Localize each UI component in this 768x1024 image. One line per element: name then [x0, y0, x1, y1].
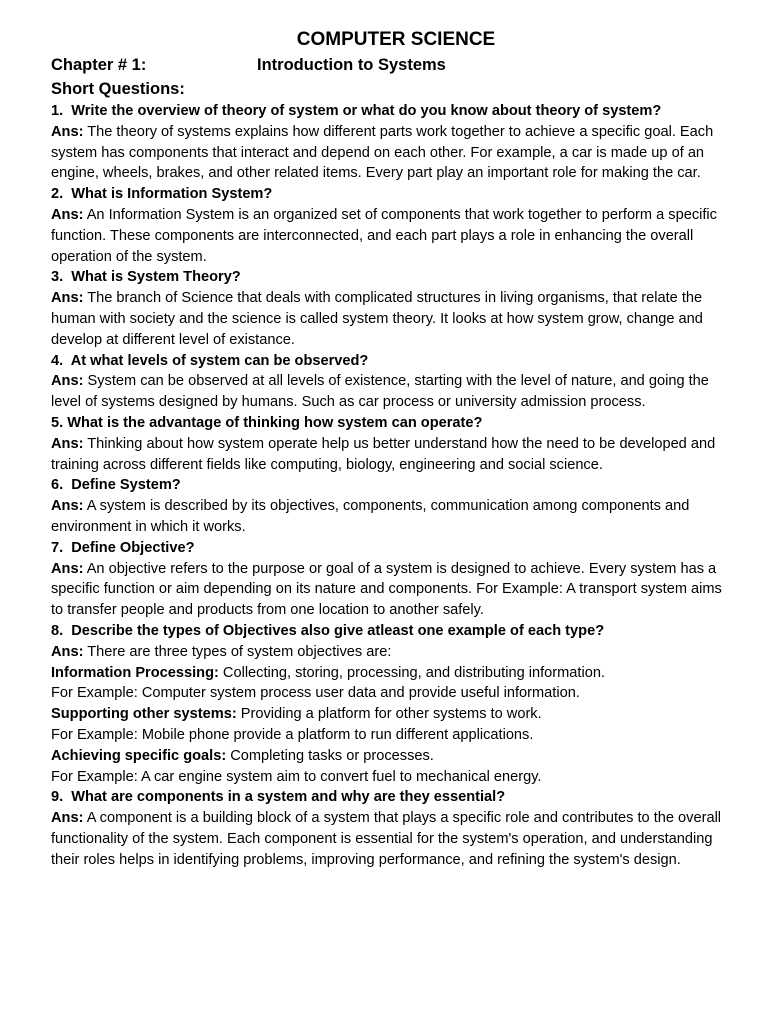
question-text: What is System Theory? — [71, 269, 241, 286]
answer-2 — [51, 205, 731, 267]
objective-example-3: For Example: A car engine system aim to convert fuel to mechanical energy. — [51, 768, 542, 785]
answer-1 — [51, 122, 731, 184]
objective-term: Achieving specific goals: — [51, 747, 227, 764]
answer-label: Ans: — [51, 643, 84, 660]
question-block-9 — [51, 787, 731, 870]
question-text: What is Information System? — [71, 186, 273, 203]
answer-text: An objective refers to the purpose or goal of a system is designed to achieve. Every system has a specific function or aim depending on its nature and components. For Example: A transport system aims to transfer people and products from one location to another safely. — [51, 560, 722, 619]
answer-label: Ans: — [51, 435, 84, 452]
objective-example-1: For Example: Computer system process user data and provide useful information. — [51, 685, 580, 702]
answer-text: The branch of Science that deals with complicated structures in living organisms, that relate the human with society and the science is called system theory. It looks at how system grow, change and develop at different level of existance. — [51, 290, 703, 348]
question-7 — [51, 538, 731, 559]
answer-text: A component is a building block of a system that plays a specific role and contributes to the overall functionality of the system. Each component is essential for the system's operation, and understanding their roles helps in identifying problems, improving performance, and refining the system's design. — [51, 810, 722, 868]
objective-type-3 — [51, 746, 731, 767]
answer-text: There are three types of system objectives are: — [87, 643, 392, 660]
document-page — [51, 27, 731, 870]
question-8 — [51, 621, 731, 642]
question-block-3 — [51, 267, 731, 350]
question-number: 2. — [51, 186, 64, 203]
answer-text: An Information System is an organized set of components that work together to perform a specific function. These components are interconnected, and each part plays a role in enhancing the overall operation of the system. — [51, 206, 717, 265]
question-6 — [51, 475, 731, 496]
question-block-4 — [51, 351, 731, 413]
question-number: 4. — [51, 352, 64, 369]
section-title: Short Questions: — [51, 80, 185, 98]
answer-label: Ans: — [51, 206, 84, 223]
answer-3 — [51, 288, 731, 350]
answer-label: Ans: — [51, 123, 84, 140]
chapter-heading — [51, 53, 731, 77]
objective-type-1 — [51, 663, 731, 684]
question-block-7 — [51, 538, 731, 621]
question-9 — [51, 787, 731, 808]
question-2 — [51, 184, 731, 205]
chapter-label: Chapter # 1: — [51, 56, 147, 74]
answer-label: Ans: — [51, 498, 84, 515]
answer-intro — [51, 642, 731, 663]
question-text: Define System? — [71, 477, 181, 494]
objective-type-2 — [51, 704, 731, 725]
answer-label: Ans: — [51, 290, 84, 307]
answer-text: A system is described by its objectives, components, communication among components and environment in which it works. — [51, 498, 690, 535]
question-block-8 — [51, 621, 731, 787]
answer-text: The theory of systems explains how different parts work together to achieve a specific goal. Each system has components that interact and depend on each other. For example, a car is made up of an engine, wheels, brakes, and other related items. Every part play an important role for making the car. — [51, 123, 714, 182]
objective-desc: Providing a platform for other systems to work. — [240, 706, 542, 723]
question-block-1 — [51, 101, 731, 184]
answer-6 — [51, 496, 731, 538]
question-number: 3. — [51, 269, 64, 286]
objective-desc: Completing tasks or processes. — [230, 747, 434, 764]
question-number: 5. — [51, 414, 64, 431]
question-4 — [51, 351, 731, 372]
document-title: COMPUTER SCIENCE — [296, 29, 496, 50]
answer-text: Thinking about how system operate help us better understand how the need to be developed and training across different fields like computing, biology, engineering and social science. — [51, 435, 716, 473]
question-block-2 — [51, 184, 731, 267]
question-block-5 — [51, 413, 731, 475]
question-number: 9. — [51, 789, 64, 806]
question-5 — [51, 413, 731, 434]
question-text: Define Objective? — [71, 539, 195, 556]
answer-text: System can be observed at all levels of existence, starting with the level of nature, and going the level of systems designed by humans. Such as car process or university admission process. — [51, 373, 709, 411]
answer-label: Ans: — [51, 810, 84, 827]
answer-4 — [51, 371, 731, 413]
question-1 — [51, 101, 731, 122]
question-number: 6. — [51, 477, 64, 494]
chapter-name: Introduction to Systems — [257, 56, 446, 74]
question-block-6 — [51, 475, 731, 537]
answer-8 — [51, 642, 731, 788]
question-text: Describe the types of Objectives also give atleast one example of each type? — [71, 622, 605, 639]
answer-7 — [51, 559, 731, 621]
question-number: 7. — [51, 539, 64, 556]
objective-term: Information Processing: — [51, 664, 219, 681]
question-3 — [51, 267, 731, 288]
question-text: What is the advantage of thinking how system can operate? — [67, 414, 483, 431]
objective-example-2: For Example: Mobile phone provide a platform to run different applications. — [51, 726, 534, 743]
objective-desc: Collecting, storing, processing, and distributing information. — [222, 664, 605, 681]
objective-term: Supporting other systems: — [51, 706, 237, 723]
answer-label: Ans: — [51, 560, 84, 577]
answer-9 — [51, 808, 731, 870]
question-text: At what levels of system can be observed? — [70, 352, 369, 369]
question-text: What are components in a system and why are they essential? — [71, 789, 506, 806]
question-number: 1. — [51, 103, 64, 119]
answer-5 — [51, 434, 731, 476]
question-number: 8. — [51, 622, 64, 639]
question-text: Write the overview of theory of system or what do you know about theory of system? — [71, 103, 662, 119]
answer-label: Ans: — [51, 373, 84, 390]
